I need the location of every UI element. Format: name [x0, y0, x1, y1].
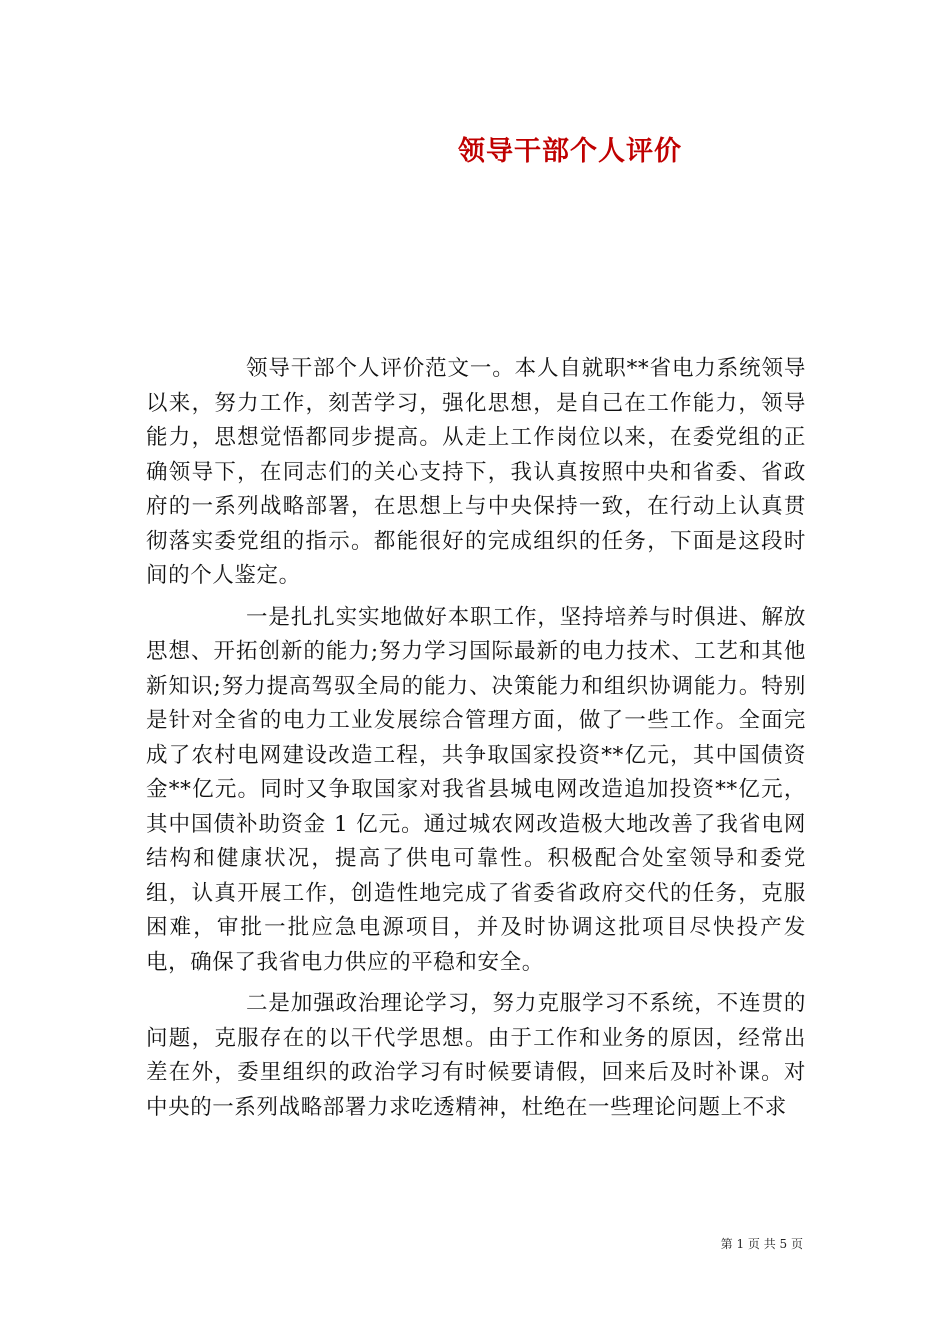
paragraph-1: 领导干部个人评价范文一。本人自就职**省电力系统领导以来，努力工作，刻苦学习，强化思想，是自己在工作能力，领导能力，思想觉悟都同步提高。从走上工作岗位以来，在委党组的正确领导下，在同志们的关心支持下，我认真按照中央和省委、省政府的一系列战略部署，在思想上与中央保持一致，在行动上认真贯彻落实委党组的指示。都能很好的完成组织的任务，下面是这段时间的个人鉴定。	[146, 356, 806, 588]
document-body	[146, 352, 806, 1132]
page-number-footer: 第 1 页 共 5 页	[720, 1237, 803, 1251]
document-title: 领导干部个人评价	[458, 136, 682, 167]
paragraph-2: 一是扎扎实实地做好本职工作，坚持培养与时俱进、解放思想、开拓创新的能力;努力学习国际最新的电力技术、工艺和其他新知识;努力提高驾驭全局的能力、决策能力和组织协调能力。特别是针对全省的电力工业发展综合管理方面，做了一些工作。全面完成了农村电网建设改造工程，共争取国家投资**亿元，其中国债资金**亿元。同时又争取国家对我省县城电网改造追加投资**亿元，其中国债补助资金 1 亿元。通过城农网改造极大地改善了我省电网结构和健康状况，提高了供电可靠性。积极配合处室领导和委党组，认真开展工作，创造性地完成了省委省政府交代的任务，克服困难，审批一批应急电源项目，并及时协调这批项目尽快投产发电，确保了我省电力供应的平稳和安全。	[146, 604, 806, 975]
paragraph-3: 二是加强政治理论学习，努力克服学习不系统，不连贯的问题，克服存在的以干代学思想。由于工作和业务的原因，经常出差在外，委里组织的政治学习有时候要请假，回来后及时补课。对中央的一系列战略部署力求吃透精神，杜绝在一些理论问题上不求	[146, 991, 806, 1120]
